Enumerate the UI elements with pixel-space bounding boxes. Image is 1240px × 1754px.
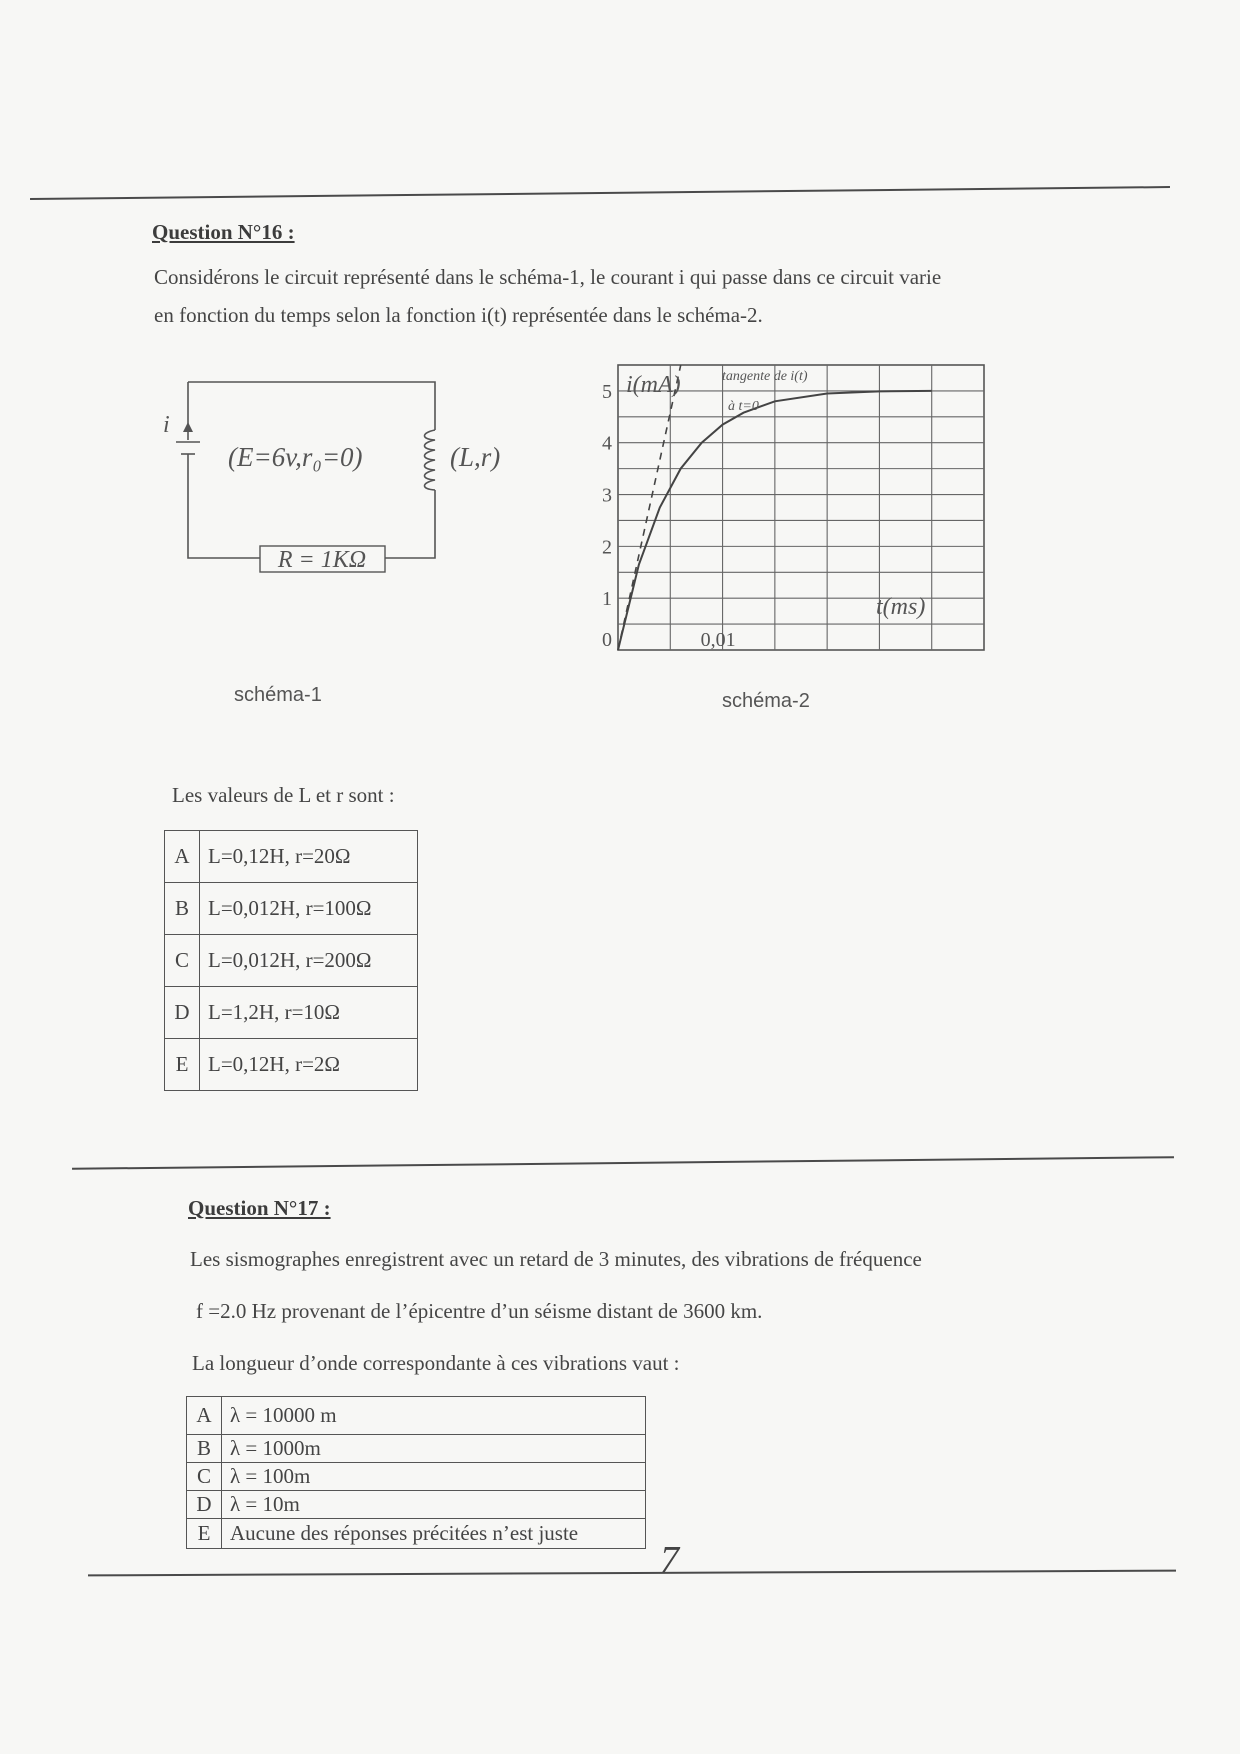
option-text: λ = 100m [222,1463,646,1491]
x-axis-label: t(ms) [876,594,926,620]
bottom-separator [88,1570,1176,1577]
y-tick-label: 3 [602,484,612,507]
middle-separator [72,1156,1174,1170]
option-text: Aucune des réponses précitées n’est juste [222,1519,646,1549]
chart-frame [618,365,984,650]
circuit-resistor-label: R = 1KΩ [277,547,367,573]
y-tick-label: 5 [602,380,612,403]
q16-title: Question N°16 : [152,220,295,244]
tangent-annotation-line2: à t=0 [728,399,759,414]
q16-option-d[interactable] [165,987,418,1039]
q17-option-a[interactable] [187,1397,646,1435]
option-letter: D [187,1491,222,1519]
circuit-current-label: i [163,412,170,438]
q17-option-b[interactable] [187,1435,646,1463]
option-text: L=0,12H, r=20Ω [200,831,418,883]
option-text: L=1,2H, r=10Ω [200,987,418,1039]
y-tick-label: 2 [602,536,612,559]
circuit-source-label: (E=6v,r₀=0) [228,442,363,472]
q16-option-c[interactable] [165,935,418,987]
q17-options-table [186,1396,646,1549]
q17-option-d[interactable] [187,1491,646,1519]
option-text: λ = 10m [222,1491,646,1519]
option-text: L=0,12H, r=2Ω [200,1039,418,1091]
x-tick-label: 0 [602,629,612,651]
current-time-chart [578,360,994,660]
chart-grid [618,365,984,650]
circuit-wire-right [385,490,435,558]
top-separator [30,186,1170,200]
option-text: L=0,012H, r=200Ω [200,935,418,987]
option-letter: B [187,1435,222,1463]
option-letter: A [187,1397,222,1435]
circuit-wire-top [188,382,435,430]
y-axis-label: i(mA) [626,372,681,398]
q16-text-line1: Considérons le circuit représenté dans le schéma-1, le courant i qui passe dans ce circuit varie [154,265,942,289]
q17-text-line2: f =2.0 Hz provenant de l’épicentre d’un séisme distant de 3600 km. [196,1299,763,1323]
circuit-coil-label: (L,r) [450,442,501,472]
tangent-annotation-line1: tangente de i(t) [722,369,808,384]
q16-text-line2: en fonction du temps selon la fonction i(t) représentée dans le schéma-2. [154,303,763,327]
q17-text-line1: Les sismographes enregistrent avec un retard de 3 minutes, des vibrations de fréquence [190,1247,922,1271]
q17-title: Question N°17 : [188,1196,331,1220]
x-tick-label: 0,01 [700,629,736,651]
option-letter: C [187,1463,222,1491]
q16-question: Les valeurs de L et r sont : [172,783,395,807]
q17-option-c[interactable] [187,1463,646,1491]
y-tick-label: 1 [602,588,612,611]
option-text: λ = 1000m [222,1435,646,1463]
q17-text-line3: La longueur d’onde correspondante à ces vibrations vaut : [192,1351,680,1375]
option-letter: B [165,883,200,935]
q16-option-a[interactable] [165,831,418,883]
option-letter: E [187,1519,222,1549]
option-letter: C [165,935,200,987]
current-arrow-icon [183,422,193,432]
inductor-coil [425,430,436,490]
q16-option-b[interactable] [165,883,418,935]
option-text: λ = 10000 m [222,1397,646,1435]
option-letter: A [165,831,200,883]
y-tick-label: 4 [602,432,612,455]
q16-option-e[interactable] [165,1039,418,1091]
option-letter: E [165,1039,200,1091]
page-number-mark: 7 [660,1539,679,1581]
circuit-diagram [150,370,530,590]
schema1-caption: schéma-1 [234,684,322,706]
series-line-tangent [618,365,681,650]
option-text: L=0,012H, r=100Ω [200,883,418,935]
schema2-caption: schéma-2 [722,690,810,712]
q17-option-e[interactable] [187,1519,646,1549]
q16-options-table [164,830,418,1091]
option-letter: D [165,987,200,1039]
circuit-wire-bottom [188,468,260,558]
